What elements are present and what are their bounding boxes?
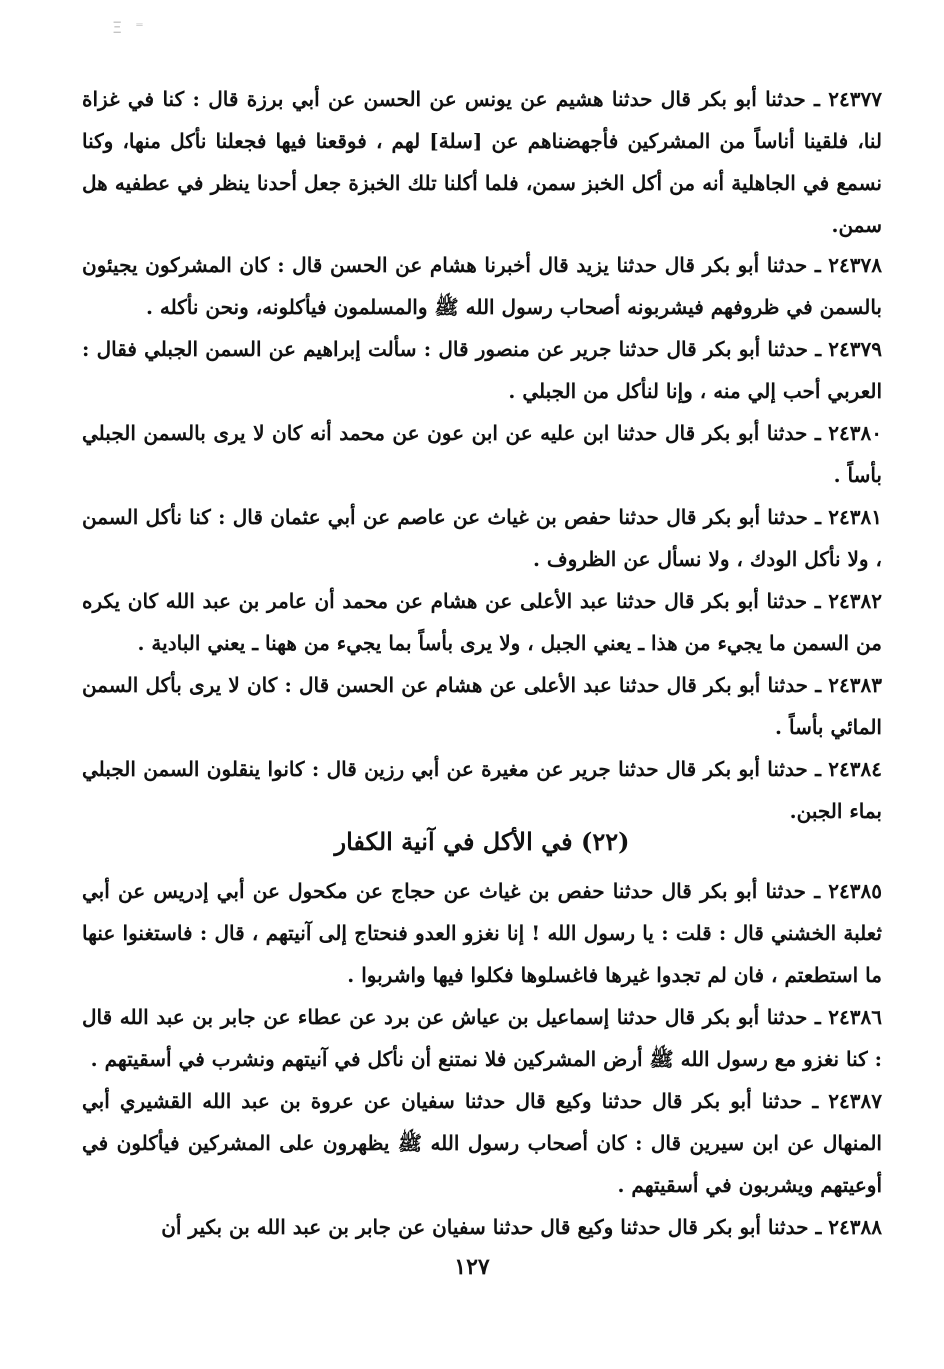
hadith-paragraph: ٢٤٣٨٥ ـ حدثنا أبو بكر قال حدثنا حفص بن غياث عن حجاج عن مكحول عن أبي إدريس عن أبي ثعلبة الخشني قال : قلت : يا رسول الله ! إنا نغزو العدو فنحتاج إلى آنيتهم ، قال : فاستغنوا عنها ما استطعتم ، فان لم تجدوا غيرها فاغسلوها فكلوا فيها واشربوا . (82, 879, 882, 987)
hadith-paragraph: ٢٤٣٧٧ ـ حدثنا أبو بكر قال حدثنا هشيم عن يونس عن الحسن عن أبي برزة قال : كنا في غزاة لنا، فلقينا أناساً من المشركين فأجهضناهم عن [سلة] لهم ، فوقعنا فيها فجعلنا نأكل منها، وكنا نسمع في الجاهلية أنه من أكل الخبز سمن، فلما أكلنا تلك الخبزة جعل أحدنا ينظر في عطفيه هل سمن. (82, 87, 882, 237)
hadith-section-2 (82, 870, 882, 1248)
hadith-paragraph: ٢٤٣٨٤ ـ حدثنا أبو بكر قال حدثنا جرير عن مغيرة عن أبي رزين قال : كانوا ينقلون السمن الجبلي بماء الجبن. (82, 757, 882, 823)
hadith-paragraph: ٢٤٣٨٣ ـ حدثنا أبو بكر قال حدثنا عبد الأعلى عن هشام عن الحسن قال : كان لا يرى بأكل السمن المائي بأساً . (82, 673, 882, 739)
hadith-section-1 (82, 78, 882, 832)
hadith-paragraph: ٢٤٣٨١ ـ حدثنا أبو بكر قال حدثنا حفص بن غياث عن عاصم عن أبي عثمان قال : كنا نأكل السمن ، ولا نأكل الودك ، ولا نسأل عن الظروف . (82, 505, 883, 571)
hadith-paragraph: ٢٤٣٨٨ ـ حدثنا أبو بكر قال حدثنا وكيع قال حدثنا سفيان عن جابر بن عبد الله بن بكير أن (161, 1215, 882, 1239)
hadith-paragraph: ٢٤٣٨٧ ـ حدثنا أبو بكر قال حدثنا وكيع قال حدثنا سفيان عن عروة بن عبد الله القشيري أبي المنهال عن ابن سيرين قال : كان أصحاب رسول الله ﷺ يظهرون على المشركين فيأكلون في أوعيتهم ويشربون في أسقيتهم . (82, 1089, 882, 1197)
scan-mark: Ξ ⁼ (112, 18, 148, 37)
hadith-paragraph: ٢٤٣٧٩ ـ حدثنا أبو بكر قال حدثنا جرير عن منصور قال : سألت إبراهيم عن السمن الجبلي فقال : العربي أحب إلي منه ، وإنا لنأكل من الجبلي . (82, 337, 882, 403)
hadith-paragraph: ٢٤٣٨٠ ـ حدثنا أبو بكر قال حدثنا ابن عليه عن ابن عون عن محمد أنه كان لا يرى بالسمن الجبلي بأساً . (82, 421, 882, 487)
hadith-paragraph: ٢٤٣٨٢ ـ حدثنا أبو بكر قال حدثنا عبد الأعلى عن هشام عن محمد أن عامر بن عبد الله كان يكره من السمن ما يجيء من هذا ـ يعني الجبل ، ولا يرى بأساً بما يجيء من ههنا ـ يعني البادية . (82, 589, 882, 655)
hadith-paragraph: ٢٤٣٨٦ ـ حدثنا أبو بكر قال حدثنا إسماعيل بن عياش عن برد عن عطاء عن جابر بن عبد الله قال : كنا نغزو مع رسول الله ﷺ أرض المشركين فلا نمتنع أن نأكل في آنيتهم ونشرب في أسقيتهم . (82, 1005, 882, 1071)
chapter-heading: (٢٢) في الأكل في آنية الكفار (334, 827, 630, 856)
hadith-paragraph: ٢٤٣٧٨ ـ حدثنا أبو بكر قال حدثنا يزيد قال أخبرنا هشام عن الحسن قال : كان المشركون يجيئون بالسمن في ظروفهم فيشربونه أصحاب رسول الله ﷺ والمسلمون فيأكلونه، ونحن نأكله . (82, 253, 882, 319)
page-number: ١٢٧ (454, 1254, 490, 1280)
